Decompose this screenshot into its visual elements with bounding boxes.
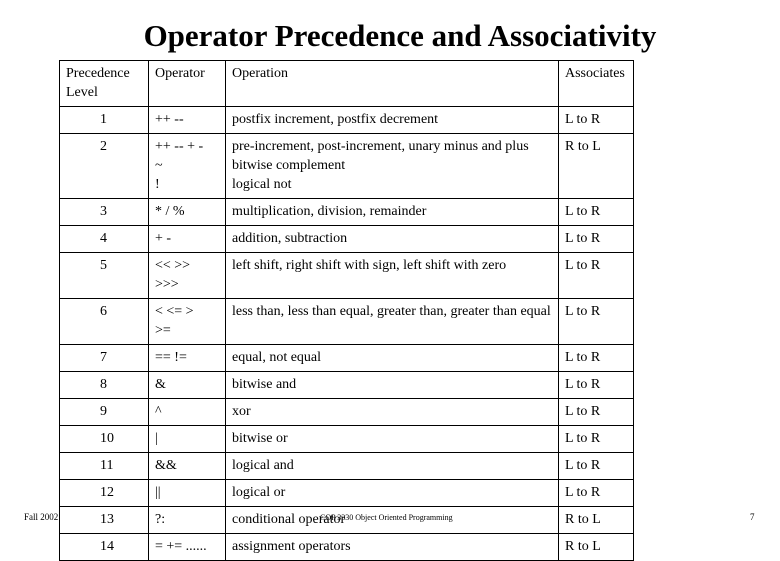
operator-symbol: >= — [155, 323, 171, 338]
table-row — [60, 226, 634, 253]
associativity-cell: L to R — [559, 453, 634, 480]
operation-cell — [226, 253, 559, 299]
associativity-cell: R to L — [559, 134, 634, 199]
precedence-table — [59, 60, 634, 561]
footer-page-number: 7 — [750, 512, 755, 522]
operator-symbol: && — [155, 458, 177, 473]
operation-cell — [226, 372, 559, 399]
table-row — [60, 345, 634, 372]
precedence-level-cell: 14 — [60, 534, 149, 561]
operator-cell — [149, 134, 226, 199]
associativity-cell: L to R — [559, 199, 634, 226]
precedence-level-cell: 12 — [60, 480, 149, 507]
precedence-level-cell: 9 — [60, 399, 149, 426]
operation-cell — [226, 399, 559, 426]
operator-symbol: | — [155, 431, 158, 446]
precedence-level-cell: 3 — [60, 199, 149, 226]
operator-symbol: & — [155, 377, 166, 392]
operator-cell — [149, 480, 226, 507]
operation-description: left shift, right shift with sign, left shift with zero — [232, 258, 507, 273]
operation-description: equal, not equal — [232, 350, 322, 365]
operator-cell — [149, 534, 226, 561]
associativity-cell: L to R — [559, 226, 634, 253]
table-row — [60, 453, 634, 480]
operator-cell — [149, 426, 226, 453]
operator-symbol: * / % — [155, 204, 185, 219]
operator-cell — [149, 253, 226, 299]
operator-symbol: ++ -- — [155, 112, 184, 127]
precedence-level-cell: 5 — [60, 253, 149, 299]
operation-cell — [226, 453, 559, 480]
operator-symbol: ?: — [155, 512, 166, 527]
table-row — [60, 253, 634, 299]
operation-description: logical not — [232, 177, 292, 192]
operation-description: bitwise or — [232, 431, 288, 446]
precedence-level-cell: 1 — [60, 107, 149, 134]
precedence-level-cell: 13 — [60, 507, 149, 534]
table-body — [60, 107, 634, 561]
associativity-cell: L to R — [559, 480, 634, 507]
precedence-level-cell: 2 — [60, 134, 149, 199]
operator-symbol: << >> — [155, 258, 191, 273]
precedence-level-cell: 6 — [60, 299, 149, 345]
header-operator: Operator — [149, 61, 226, 107]
operation-description: pre-increment, post-increment, unary minus and plus — [232, 139, 529, 154]
operation-description: less than, less than equal, greater than, greater than equal — [232, 304, 551, 319]
operator-cell — [149, 345, 226, 372]
table-row — [60, 107, 634, 134]
operation-cell — [226, 480, 559, 507]
operator-cell — [149, 453, 226, 480]
table-row — [60, 426, 634, 453]
operator-symbol: ! — [155, 177, 160, 192]
operator-symbol: < <= > — [155, 304, 194, 319]
operation-description: conditional operator — [232, 512, 346, 527]
operation-cell — [226, 534, 559, 561]
operation-cell — [226, 107, 559, 134]
operation-description: bitwise complement — [232, 158, 346, 173]
associativity-cell: L to R — [559, 253, 634, 299]
associativity-cell: L to R — [559, 107, 634, 134]
table-row — [60, 199, 634, 226]
operator-symbol: ++ -- + - — [155, 139, 204, 154]
associativity-cell: R to L — [559, 534, 634, 561]
operator-symbol: || — [155, 485, 161, 500]
header-level-line2: Level — [66, 85, 98, 100]
table-row — [60, 134, 634, 199]
associativity-cell: L to R — [559, 299, 634, 345]
table-row — [60, 534, 634, 561]
operation-description: multiplication, division, remainder — [232, 204, 427, 219]
operator-cell — [149, 507, 226, 534]
operation-description: logical and — [232, 458, 294, 473]
associativity-cell: L to R — [559, 372, 634, 399]
operation-cell — [226, 426, 559, 453]
associativity-cell: L to R — [559, 426, 634, 453]
operation-cell — [226, 134, 559, 199]
precedence-level-cell: 10 — [60, 426, 149, 453]
operator-symbol: ^ — [155, 404, 162, 419]
operation-cell — [226, 226, 559, 253]
operator-symbol: >>> — [155, 277, 179, 292]
operation-description: xor — [232, 404, 251, 419]
associativity-cell: L to R — [559, 345, 634, 372]
header-precedence-level — [60, 61, 149, 107]
header-operation: Operation — [226, 61, 559, 107]
footer-course: COP 3330 Object Oriented Programming — [320, 513, 453, 522]
operator-symbol: == != — [155, 350, 187, 365]
operator-cell — [149, 299, 226, 345]
operation-cell — [226, 345, 559, 372]
operation-description: addition, subtraction — [232, 231, 348, 246]
table-row — [60, 480, 634, 507]
precedence-level-cell: 7 — [60, 345, 149, 372]
operation-cell — [226, 199, 559, 226]
operator-cell — [149, 399, 226, 426]
operator-cell — [149, 226, 226, 253]
operation-description: assignment operators — [232, 539, 351, 554]
table-row — [60, 399, 634, 426]
associativity-cell: L to R — [559, 399, 634, 426]
table-header-row — [60, 61, 634, 107]
header-level-line1: Precedence — [66, 66, 130, 81]
table-row — [60, 372, 634, 399]
operator-symbol: = += ...... — [155, 539, 207, 554]
precedence-level-cell: 4 — [60, 226, 149, 253]
operation-description: bitwise and — [232, 377, 297, 392]
operation-description: postfix increment, postfix decrement — [232, 112, 439, 127]
table-row — [60, 299, 634, 345]
header-associates: Associates — [559, 61, 634, 107]
operator-cell — [149, 107, 226, 134]
operator-cell — [149, 372, 226, 399]
associativity-cell: R to L — [559, 507, 634, 534]
operator-symbol: + - — [155, 231, 172, 246]
precedence-level-cell: 11 — [60, 453, 149, 480]
operator-symbol: ~ — [155, 158, 163, 173]
operation-description: logical or — [232, 485, 286, 500]
slide-title: Operator Precedence and Associativity — [143, 18, 657, 53]
operator-cell — [149, 199, 226, 226]
operation-cell — [226, 299, 559, 345]
precedence-level-cell: 8 — [60, 372, 149, 399]
footer-term: Fall 2002 — [24, 512, 59, 522]
